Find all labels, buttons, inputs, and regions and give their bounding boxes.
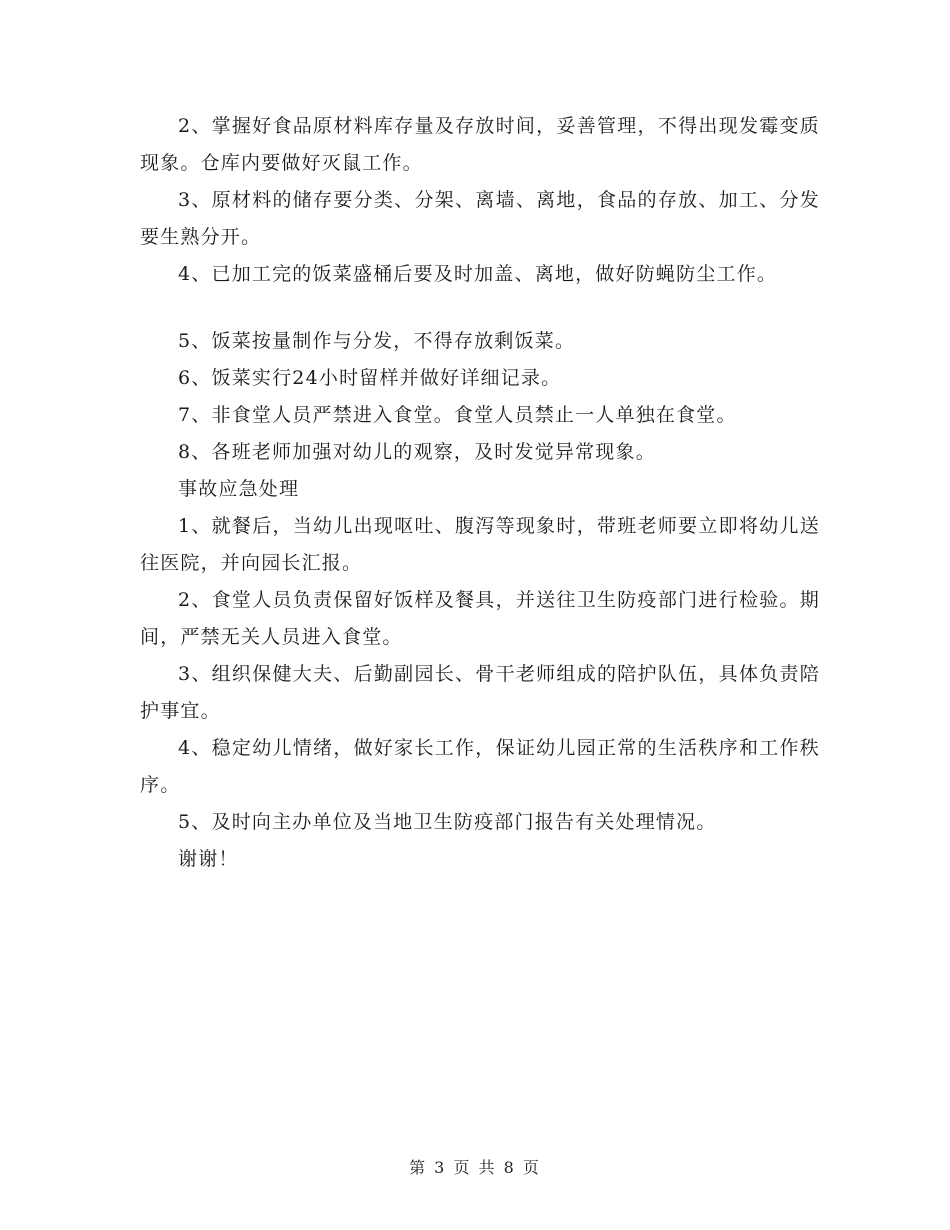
paragraph: 3、原材料的储存要分类、分架、离墙、离地，食品的存放、加工、分发要生熟分开。: [140, 189, 820, 248]
paragraph-gap: [140, 293, 820, 323]
paragraph: 5、及时向主办单位及当地卫生防疫部门报告有关处理情况。: [178, 811, 717, 833]
page-number-footer: 第 3 页 共 8 页: [409, 1158, 541, 1177]
section-heading: 事故应急处理: [178, 478, 300, 500]
paragraph: 3、组织保健大夫、后勤副园长、骨干老师组成的陪护队伍，具体负责陪护事宜。: [140, 663, 820, 722]
document-body: [140, 108, 820, 878]
closing-text: 谢谢！: [178, 848, 239, 870]
paragraph: 6、饭菜实行24小时留样并做好详细记录。: [178, 367, 562, 389]
paragraph: 1、就餐后，当幼儿出现呕吐、腹泻等现象时，带班老师要立即将幼儿送往医院，并向园长汇报。: [140, 515, 820, 574]
paragraph: 2、掌握好食品原材料库存量及存放时间，妥善管理，不得出现发霉变质现象。仓库内要做好灭鼠工作。: [140, 115, 820, 174]
paragraph: 5、饭菜按量制作与分发，不得存放剩饭菜。: [178, 330, 576, 352]
paragraph: 2、食堂人员负责保留好饭样及餐具，并送往卫生防疫部门进行检验。期间，严禁无关人员进入食堂。: [140, 589, 820, 648]
paragraph: 4、稳定幼儿情绪，做好家长工作，保证幼儿园正常的生活秩序和工作秩序。: [140, 737, 820, 796]
paragraph: 8、各班老师加强对幼儿的观察，及时发觉异常现象。: [178, 441, 656, 463]
paragraph: 7、非食堂人员严禁进入食堂。食堂人员禁止一人单独在食堂。: [178, 404, 737, 426]
paragraph: 4、已加工完的饭菜盛桶后要及时加盖、离地，做好防蝇防尘工作。: [178, 263, 778, 285]
